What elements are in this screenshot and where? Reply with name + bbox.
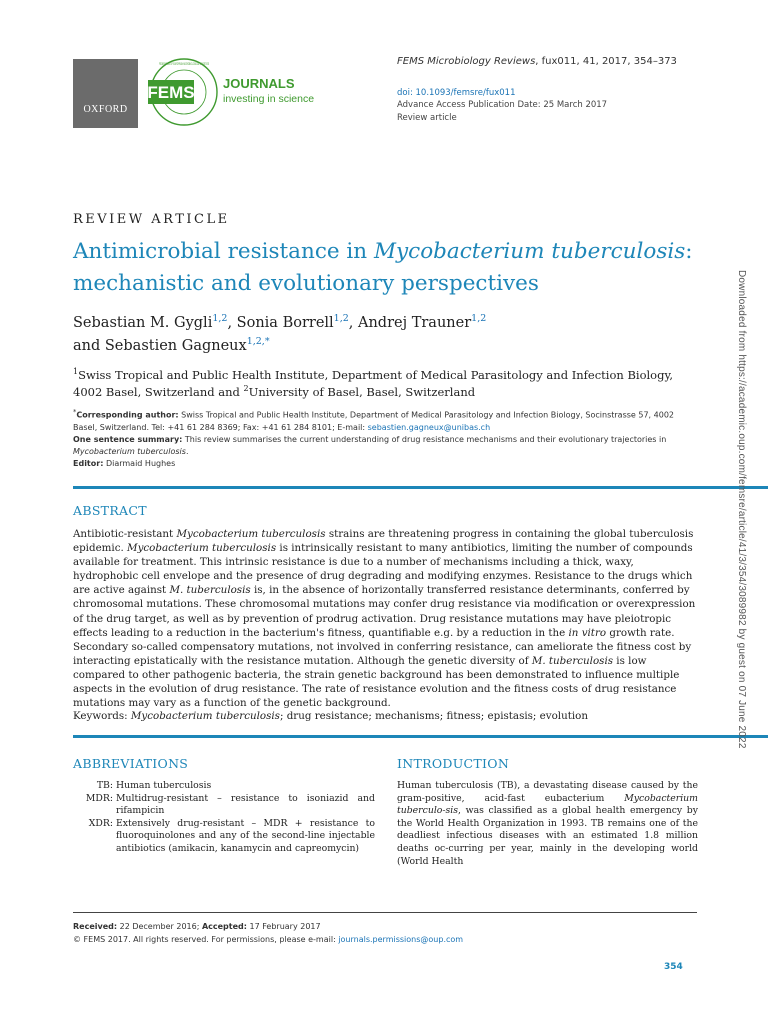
abbr-definition: Multidrug-resistant – resistance to isoniazid and rifampicin: [116, 792, 375, 817]
author-affil-sup[interactable]: 1,2: [212, 313, 228, 325]
abstract-italic-term: in vitro: [568, 626, 607, 639]
oxford-logo-text: OXFORD: [83, 104, 128, 115]
corr-label: Corresponding author:: [76, 410, 179, 420]
abstract-italic-term: Mycobacterium tuberculosis: [176, 528, 326, 540]
journal-volume: , fux011, 41, 2017, 354–373: [535, 56, 677, 67]
summary-text: This review summarises the current understanding of drug resistance mechanisms and their evolutionary trajectories in: [182, 434, 667, 444]
abbreviation-list: [80, 780, 375, 856]
intro-italic: Mycobacterium tuberculo-sis: [397, 792, 698, 817]
introduction-heading: INTRODUCTION: [397, 756, 510, 771]
corr-text: Swiss Tropical and Public Health Institute, Department of Medical Parasitology and Infection Biology, Socinstrasse 57, 4002 Basel, Switzerland. Tel: +41 61 284 8369; Fax: +41 61 284 8101; E-mail:: [73, 410, 674, 432]
author-affil-sup[interactable]: 1,2,*: [246, 336, 270, 348]
abbr-term: TB:: [96, 780, 113, 791]
keywords-list: ; drug resistance; mechanisms; fitness; epistasis; evolution: [279, 710, 588, 722]
oxford-logo: [73, 59, 138, 128]
one-sentence-summary: [73, 434, 693, 458]
summary-end: .: [185, 446, 189, 456]
accepted-date: 17 February 2017: [246, 922, 321, 931]
author-list: [73, 312, 693, 358]
abbr-term: XDR:: [88, 817, 113, 829]
abstract-text-segment: growth rate. Secondary so-called compensatory mutations, not involved in conferring resistance, can ameliorate the fitness cost by interacting epistatically with the resistance mutation. Although the genetic diversity of: [73, 626, 692, 667]
download-watermark: Downloaded from https://academic.oup.com/femsre/article/41/3/354/3089982 by guest on 07 June 2022: [736, 270, 747, 749]
affiliations: [73, 367, 693, 401]
introduction-text: [397, 780, 698, 868]
keywords: [73, 710, 698, 722]
footer-rule: [73, 912, 697, 913]
abbr-term: MDR:: [85, 792, 113, 804]
article-type-label: REVIEW ARTICLE: [73, 212, 230, 227]
abstract-bottom-rule: [73, 735, 768, 738]
accepted-label: Accepted:: [201, 922, 247, 931]
abbr-definition: Human tuberculosis: [116, 780, 212, 791]
doi-link[interactable]: doi: 10.1093/femsre/fux011: [397, 88, 516, 98]
article-title: [73, 236, 713, 300]
permissions-email-link[interactable]: journals.permissions@oup.com: [338, 935, 464, 944]
abbreviation-item: [80, 793, 375, 818]
abbreviation-item: [80, 780, 375, 793]
page-number: 354: [664, 962, 683, 972]
affil-text: University of Basel, Basel, Switzerland: [248, 385, 476, 399]
abbreviations-heading: ABBREVIATIONS: [73, 756, 189, 771]
author-name[interactable]: Andrej Trauner: [358, 315, 472, 331]
keywords-label: Keywords:: [73, 710, 128, 722]
abstract-text-segment: is, in the absence of horizontally transferred resistance determinants, conferred by chromosomal mutations. These chromosomal mutations may confer drug resistance via modification or overexpression of the drug target, as well as by prevention of prodrug activation. Drug resistance mutations may have pleiotropic effects leading to a reduction in the bacterium's fitness, quantifiable e.g. by a reduction in the: [73, 584, 696, 639]
intro-part2: , was classified as a global health emergency by the World Health Organization in 1993. TB remains one of the deadliest infectious diseases with an estimated 1.8 million deaths oc-curring per year, mainly in the developing world (World Health: [397, 805, 698, 867]
abstract-text-segment: Antibiotic-resistant: [73, 528, 177, 540]
editor: [73, 458, 693, 470]
author-separator: ,: [227, 315, 237, 331]
advance-access-date: Advance Access Publication Date: 25 March 2017: [397, 100, 608, 110]
author-name[interactable]: Sebastian M. Gygli: [73, 315, 213, 331]
title-part1: Antimicrobial resistance in: [73, 239, 374, 264]
affil-text: Swiss Tropical and Public Health Institute, Department of Medical Parasitology and Infection Biology, 4002 Basel, Switzerland and: [73, 368, 674, 399]
intro-part1: Human tuberculosis (TB), a devastating disease caused by the gram-positive, acid-fast eubacterium: [397, 780, 698, 804]
received-accepted: [73, 922, 321, 931]
abstract-text: [73, 527, 698, 710]
corr-email-link[interactable]: sebastien.gagneux@unibas.ch: [367, 422, 491, 432]
author-name[interactable]: Sonia Borrell: [236, 315, 334, 331]
keywords-italic: Mycobacterium tuberculosis: [127, 710, 280, 722]
title-italic: Mycobacterium tuberculosis: [374, 239, 686, 264]
fems-seal-logo: [148, 56, 220, 128]
fems-seal-text: FEDERATION OF EUROPEAN MICROBIOLOGICAL SOCIETIES: [159, 61, 210, 66]
corresponding-author: [73, 406, 693, 434]
title-line2: mechanistic and evolutionary perspectives: [73, 271, 539, 296]
article-category: Review article: [397, 113, 457, 123]
journals-word: JOURNALS: [223, 76, 295, 91]
summary-label: One sentence summary:: [73, 434, 183, 444]
author-affil-sup[interactable]: 1,2: [333, 313, 349, 325]
received-label: Received:: [73, 922, 118, 931]
abstract-heading: ABSTRACT: [73, 503, 147, 518]
title-part2: :: [685, 239, 693, 264]
summary-italic: Mycobacterium tuberculosis: [73, 446, 186, 456]
fems-logo-text: FEMS: [147, 83, 195, 102]
abstract-text-segment: is intrinsically resistant to many antibiotics, limiting the number of compounds available for treatment. This intrinsic resistance is due to a number of mechanisms including a thick, waxy, hydrophobic cell envelope and the presence of drug degrading and modifying enzymes. Resistance to the drugs which are active against: [73, 542, 693, 597]
abstract-text-segment: is low compared to other pathogenic bacteria, the strain genetic background has been demonstrated to influence multiple aspects in the evolution of drug resistance. The rate of resistance evolution and the fitness costs of drug resistance mutations may vary as a function of the genetic background.: [73, 654, 680, 710]
affil-sup: 1: [73, 367, 79, 377]
abstract-italic-term: M. tuberculosis: [169, 584, 251, 597]
affil-sup: 2: [243, 384, 249, 394]
corr-marker: *: [73, 408, 77, 416]
copyright-text: © FEMS 2017. All rights reserved. For permissions, please e-mail:: [73, 935, 339, 944]
author-affil-sup[interactable]: 1,2: [471, 313, 487, 325]
abstract-top-rule: [73, 486, 768, 489]
copyright: [73, 935, 463, 944]
journal-name: FEMS Microbiology Reviews: [397, 56, 536, 67]
received-date: 22 December 2016;: [117, 922, 202, 931]
abbreviation-item: [80, 818, 375, 856]
author-name[interactable]: and Sebastien Gagneux: [73, 338, 247, 354]
abstract-text-segment: strains are threatening progress in containing the global tuberculosis epidemic.: [73, 528, 694, 555]
editor-label: Editor:: [73, 458, 104, 468]
journal-citation: [397, 56, 677, 67]
corresponding-info: [73, 406, 693, 470]
abstract-italic-term: M. tuberculosis: [531, 654, 614, 667]
journals-tagline: investing in science: [223, 93, 315, 105]
editor-name: Diarmaid Hughes: [103, 458, 176, 468]
abbr-definition: Extensively drug-resistant – MDR + resistance to fluoroquinolones and any of the second-line injectable antibiotics (amikacin, kanamycin and capreomycin): [116, 817, 375, 854]
author-separator: ,: [348, 315, 358, 331]
abstract-italic-term: Mycobacterium tuberculosis: [127, 542, 277, 555]
